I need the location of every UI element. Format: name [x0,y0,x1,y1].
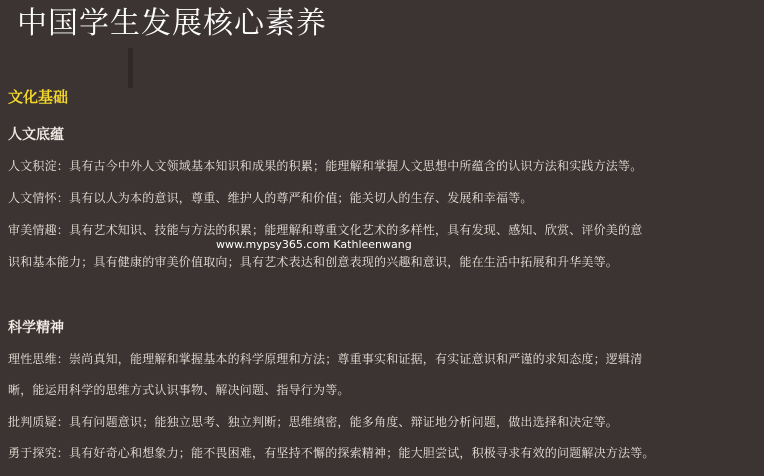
humanities-line-2: 人文情怀：具有以人为本的意识，尊重、维护人的尊严和价值；能关切人的生存、发展和幸福等。 [8,191,533,205]
watermark-text: www.mypsy365.com Kathleenwang [216,238,412,251]
humanities-heading: 人文底蕴 [8,127,64,143]
decorative-bar [128,48,133,88]
humanities-line-3: 审美情趣：具有艺术知识、技能与方法的积累；能理解和尊重文化艺术的多样性，具有发现、感知、欣赏、评价美的意 [8,223,643,237]
science-line-4: 勇于探究：具有好奇心和想象力；能不畏困难，有坚持不懈的探索精神；能大胆尝试，积极寻求有效的问题解决方法等。 [8,446,655,460]
science-line-1: 理性思维：崇尚真知，能理解和掌握基本的科学原理和方法；尊重事实和证据，有实证意识和严谨的求知态度；逻辑清 [8,352,643,366]
section-title: 文化基础 [8,88,69,106]
page-title: 中国学生发展核心素养 [17,6,327,41]
humanities-line-1: 人文积淀：具有古今中外人文领域基本知识和成果的积累；能理解和掌握人文思想中所蕴含的认识方法和实践方法等。 [8,159,643,173]
humanities-line-4: 识和基本能力；具有健康的审美价值取向；具有艺术表达和创意表现的兴趣和意识，能在生活中拓展和升华美等。 [8,255,619,269]
science-line-3: 批判质疑：具有问题意识；能独立思考、独立判断；思维缜密，能多角度、辩证地分析问题，做出选择和决定等。 [8,415,619,429]
science-line-2: 晰，能运用科学的思维方式认识事物、解决问题、指导行为等。 [8,383,350,397]
science-heading: 科学精神 [8,320,64,336]
